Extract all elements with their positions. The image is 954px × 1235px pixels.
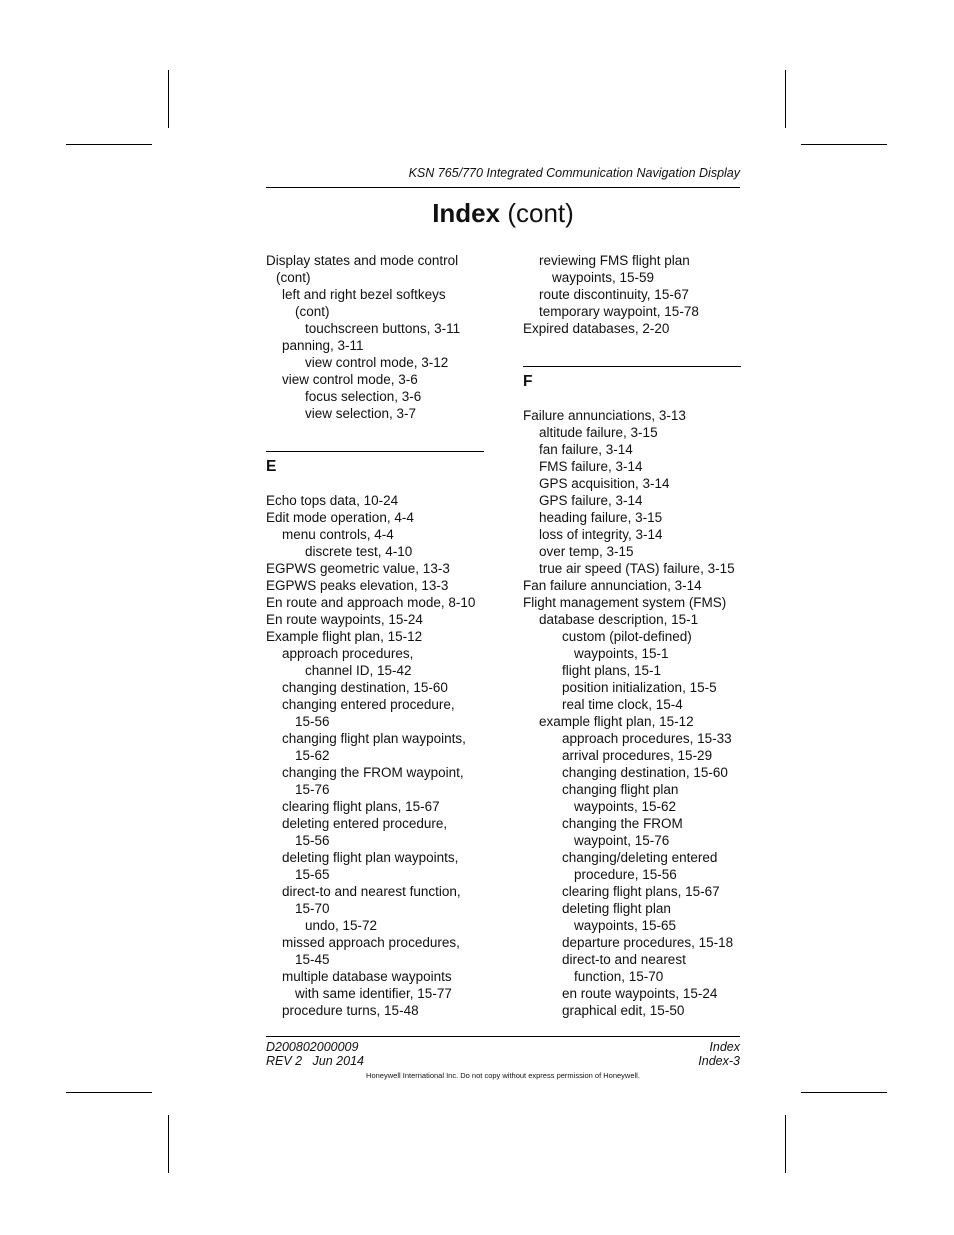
index-entry: undo, 15-72 xyxy=(305,918,378,933)
index-entry: direct-to and nearest function, xyxy=(282,884,461,899)
index-entry: waypoints, 15-65 xyxy=(574,918,677,933)
index-entry: 15-56 xyxy=(295,714,330,729)
index-entry: fan failure, 3-14 xyxy=(539,442,633,457)
index-entry: database description, 15-1 xyxy=(539,612,699,627)
index-entry: with same identifier, 15-77 xyxy=(295,986,452,1001)
index-entry: custom (pilot-defined) xyxy=(562,629,692,644)
index-entry: EGPWS peaks elevation, 13-3 xyxy=(266,578,449,593)
index-entry: function, 15-70 xyxy=(574,969,664,984)
index-entry: example flight plan, 15-12 xyxy=(539,714,694,729)
index-entry: route discontinuity, 15-67 xyxy=(539,287,689,302)
index-entry: deleting entered procedure, xyxy=(282,816,448,831)
index-entry: altitude failure, 3-15 xyxy=(539,425,658,440)
index-entry: changing the FROM waypoint, xyxy=(282,765,464,780)
index-entry: procedure turns, 15-48 xyxy=(282,1003,419,1018)
index-entry: deleting flight plan waypoints, xyxy=(282,850,459,865)
index-entry: GPS failure, 3-14 xyxy=(539,493,643,508)
index-entry: EGPWS geometric value, 13-3 xyxy=(266,561,450,576)
index-entry: Echo tops data, 10-24 xyxy=(266,493,399,508)
section-name: Index xyxy=(709,1040,740,1054)
index-entry: touchscreen buttons, 3-11 xyxy=(305,321,461,336)
crop-mark xyxy=(66,144,152,145)
index-entry: changing flight plan waypoints, xyxy=(282,731,466,746)
page-title-bold: Index xyxy=(432,198,501,228)
index-entry: focus selection, 3-6 xyxy=(305,389,422,404)
entry-list xyxy=(266,252,486,422)
index-entry: multiple database waypoints xyxy=(282,969,452,984)
entry-list xyxy=(523,252,743,337)
entry-list xyxy=(523,407,743,1019)
index-entry: position initialization, 15-5 xyxy=(562,680,717,695)
index-entry: 15-76 xyxy=(295,782,330,797)
index-entry: view control mode, 3-6 xyxy=(282,372,418,387)
crop-mark xyxy=(801,1092,887,1093)
index-entry: changing destination, 15-60 xyxy=(282,680,448,695)
index-entry: changing entered procedure, xyxy=(282,697,455,712)
running-header: KSN 765/770 Integrated Communication Navigation Display xyxy=(408,166,740,180)
footer-right xyxy=(698,1040,740,1068)
index-entry: view selection, 3-7 xyxy=(305,406,417,421)
page-number: Index-3 xyxy=(698,1054,740,1068)
index-entry: real time clock, 15-4 xyxy=(562,697,683,712)
crop-mark xyxy=(785,1115,786,1173)
index-entry: En route and approach mode, 8-10 xyxy=(266,595,476,610)
crop-mark xyxy=(785,70,786,128)
index-entry: changing destination, 15-60 xyxy=(562,765,728,780)
index-entry: 15-45 xyxy=(295,952,330,967)
index-entry: (cont) xyxy=(295,304,330,319)
index-entry: over temp, 3-15 xyxy=(539,544,634,559)
section-rule xyxy=(266,451,484,452)
index-entry: reviewing FMS flight plan xyxy=(539,253,690,268)
index-entry: temporary waypoint, 15-78 xyxy=(539,304,699,319)
revision: REV 2 Jun 2014 xyxy=(266,1054,364,1068)
index-entry: approach procedures, 15-33 xyxy=(562,731,732,746)
index-entry: Flight management system (FMS) xyxy=(523,595,727,610)
index-entry: en route waypoints, 15-24 xyxy=(562,986,718,1001)
index-entry: deleting flight plan xyxy=(562,901,671,916)
index-entry: En route waypoints, 15-24 xyxy=(266,612,423,627)
index-column-right xyxy=(523,252,743,1019)
index-entry: clearing flight plans, 15-67 xyxy=(562,884,720,899)
index-entry: changing/deleting entered xyxy=(562,850,718,865)
section-letter: E xyxy=(266,458,277,475)
footer-rule xyxy=(266,1036,740,1037)
page-title-rest: (cont) xyxy=(500,198,574,228)
index-entry: FMS failure, 3-14 xyxy=(539,459,643,474)
index-entry: departure procedures, 15-18 xyxy=(562,935,734,950)
crop-mark xyxy=(66,1092,152,1093)
index-entry: Expired databases, 2-20 xyxy=(523,321,670,336)
index-entry: heading failure, 3-15 xyxy=(539,510,663,525)
index-entry: changing the FROM xyxy=(562,816,683,831)
section-rule xyxy=(523,366,741,367)
index-entry: waypoints, 15-1 xyxy=(574,646,669,661)
index-entry: approach procedures, xyxy=(282,646,414,661)
crop-mark xyxy=(801,144,887,145)
index-entry: Example flight plan, 15-12 xyxy=(266,629,423,644)
crop-mark xyxy=(168,70,169,128)
index-entry: GPS acquisition, 3-14 xyxy=(539,476,670,491)
index-entry: waypoints, 15-59 xyxy=(552,270,655,285)
index-entry: 15-62 xyxy=(295,748,330,763)
index-entry: direct-to and nearest xyxy=(562,952,686,967)
index-entry: waypoint, 15-76 xyxy=(574,833,670,848)
crop-mark xyxy=(168,1115,169,1173)
index-entry: loss of integrity, 3-14 xyxy=(539,527,663,542)
index-entry: clearing flight plans, 15-67 xyxy=(282,799,440,814)
index-entry: arrival procedures, 15-29 xyxy=(562,748,713,763)
index-entry: graphical edit, 15-50 xyxy=(562,1003,685,1018)
index-entry: Display states and mode control xyxy=(266,253,459,268)
index-entry: Edit mode operation, 4-4 xyxy=(266,510,414,525)
index-entry: 15-56 xyxy=(295,833,330,848)
index-entry: procedure, 15-56 xyxy=(574,867,677,882)
section-letter: F xyxy=(523,373,533,390)
index-entry: missed approach procedures, xyxy=(282,935,460,950)
index-entry: true air speed (TAS) failure, 3-15 xyxy=(539,561,735,576)
index-entry: 15-70 xyxy=(295,901,330,916)
index-entry: waypoints, 15-62 xyxy=(574,799,677,814)
footer-left xyxy=(266,1040,364,1068)
index-entry: channel ID, 15-42 xyxy=(305,663,412,678)
index-entry: (cont) xyxy=(276,270,311,285)
index-entry: view control mode, 3-12 xyxy=(305,355,449,370)
index-entry: changing flight plan xyxy=(562,782,679,797)
index-entry: menu controls, 4-4 xyxy=(282,527,394,542)
header-rule xyxy=(266,187,740,188)
index-column-left xyxy=(266,252,486,1019)
index-entry: panning, 3-11 xyxy=(282,338,364,353)
index-entry: discrete test, 4-10 xyxy=(305,544,413,559)
doc-number: D200802000009 xyxy=(266,1040,359,1054)
index-entry: left and right bezel softkeys xyxy=(282,287,446,302)
entry-list xyxy=(266,492,486,1019)
page-title xyxy=(266,198,740,229)
index-entry: Failure annunciations, 3-13 xyxy=(523,408,686,423)
index-entry: 15-65 xyxy=(295,867,330,882)
copyright-notice: Honeywell International Inc. Do not copy without express permission of Honeywell. xyxy=(366,1071,640,1080)
index-entry: Fan failure annunciation, 3-14 xyxy=(523,578,702,593)
index-entry: flight plans, 15-1 xyxy=(562,663,662,678)
